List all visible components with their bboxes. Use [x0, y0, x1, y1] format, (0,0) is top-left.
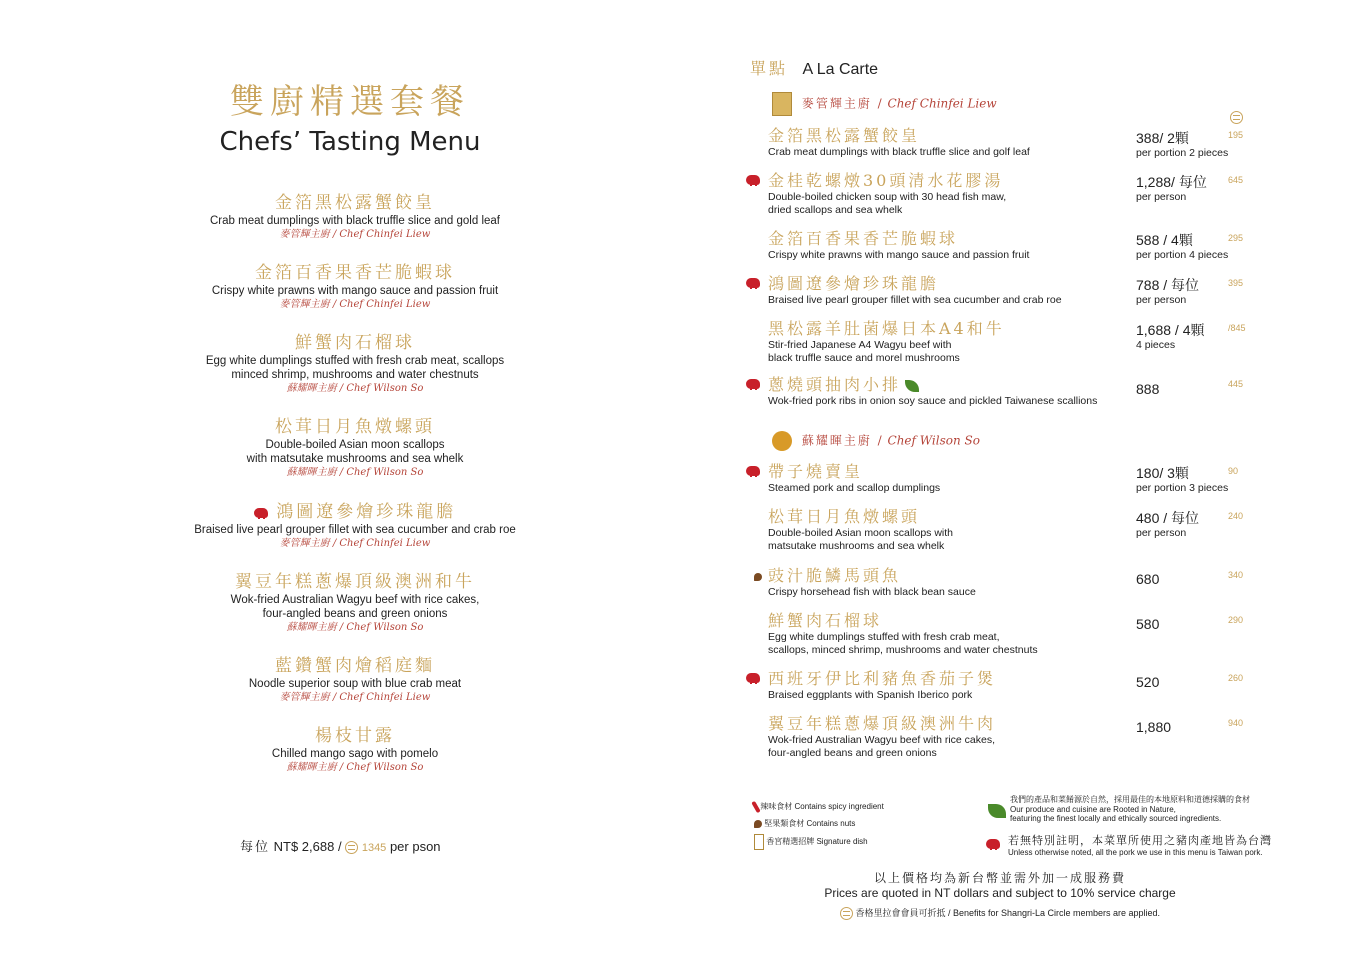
item-price-value: 1,288/ 每位 — [1136, 174, 1207, 190]
item-price-value: 180/ 3顆 — [1136, 465, 1189, 481]
item-price-value: 588 / 4顆 — [1136, 232, 1193, 248]
course-name-zh: 金箔百香果香芒脆蝦球 — [255, 263, 455, 283]
chef-header-zh: 蘇耀暉主廚 / — [801, 433, 884, 448]
item-name-en: Egg white dumplings stuffed with fresh crab meat, — [768, 631, 1000, 643]
menu-item — [768, 462, 1348, 495]
item-name-en: Crab meat dumplings with black truffle slice and golf leaf — [768, 146, 1030, 158]
item-name-zh — [768, 375, 1348, 395]
price-label-zh: 每位 — [240, 840, 271, 855]
chef-header-wilson — [772, 431, 980, 451]
item-points: 260 — [1228, 673, 1244, 683]
item-points: 645 — [1228, 175, 1244, 185]
legend-spicy-en: Contains spicy ingredient — [794, 802, 884, 812]
item-name-zh: 鮮蟹肉石榴球 — [768, 611, 883, 630]
price-suffix: per pson — [389, 839, 441, 854]
item-points: 295 — [1228, 233, 1244, 243]
item-name-en: Crispy white prawns with mango sauce and passion fruit — [768, 249, 1030, 261]
item-name-zh: 金箔黑松露蟹餃皇 — [768, 126, 921, 145]
legend-nature-zh: 我們的產品和菜餚源於自然，採用最佳的本地原料和道德採購的食材 — [1010, 795, 1250, 804]
chef-en: Chef Chinfei Liew — [339, 692, 431, 703]
course-item — [155, 332, 555, 396]
footer — [780, 869, 1220, 920]
item-price-value: 520 — [1136, 674, 1160, 690]
taiwan-pork-icon — [254, 508, 268, 518]
course-name-en-2: minced shrimp, mushrooms and water chestnuts — [231, 369, 479, 381]
item-name-zh: 翼豆年糕蔥爆頂級澳洲牛肉 — [768, 714, 997, 733]
legend-spicy-zh: 辣味食材 — [760, 802, 793, 812]
menu-item — [768, 669, 1348, 702]
legend-pork-en: Unless otherwise noted, all the pork we use in this menu is Taiwan pork. — [1008, 848, 1263, 857]
item-name-zh: 黑松露羊肚菌爆日本A4和牛 — [768, 319, 1005, 338]
legend-nature — [984, 794, 1250, 823]
item-points: 240 — [1228, 511, 1244, 521]
course-name-en: Egg white dumplings stuffed with fresh crab meat, scallops — [205, 355, 505, 367]
course-item — [155, 501, 555, 551]
menu-item — [768, 126, 1348, 159]
chef-header-en: Chef Wilson So — [887, 433, 980, 448]
item-points: 445 — [1228, 379, 1244, 389]
tasting-menu — [150, 80, 550, 158]
course-item — [155, 192, 555, 242]
item-name-en: Crispy horsehead fish with black bean sauce — [768, 586, 976, 598]
item-name-en: Steamed pork and scallop dumplings — [768, 482, 941, 494]
section-title-en: A La Carte — [802, 61, 879, 78]
item-name-zh-text: 蔥燒頭抽肉小排 — [768, 375, 902, 394]
item-name-en: Stir-fried Japanese A4 Wagyu beef with — [768, 339, 952, 351]
course-name-zh: 鮮蟹肉石榴球 — [295, 333, 415, 353]
item-points: 395 — [1228, 278, 1244, 288]
item-price — [1136, 509, 1199, 540]
item-name-zh: 西班牙伊比利豬魚香茄子煲 — [768, 669, 997, 688]
item-price-value: 1,880 — [1136, 719, 1172, 735]
item-price-value: 888 — [1136, 381, 1160, 397]
course-chef: 蘇耀暉主廚 / Chef Wilson So — [286, 762, 424, 773]
item-name-zh: 松茸日月魚燉螺頭 — [768, 507, 921, 526]
course-chef: 蘇耀暉主廚 / Chef Wilson So — [286, 622, 424, 633]
menu-item — [768, 611, 1348, 657]
tasting-price — [240, 836, 441, 855]
item-name-zh: 鴻圖遼參燴珍珠龍膽 — [768, 274, 940, 293]
item-name-zh: 豉汁脆鱗馬頭魚 — [768, 566, 902, 585]
chef-zh: 蘇耀暉主廚 — [286, 467, 337, 478]
item-name-en: Braised eggplants with Spanish Iberico pork — [768, 689, 973, 701]
shangri-la-circle-icon — [840, 907, 853, 920]
taiwan-pork-icon — [746, 175, 760, 185]
item-name-zh: 金桂乾螺燉30頭清水花膠湯 — [768, 171, 1004, 190]
shangri-la-circle-icon — [1230, 111, 1243, 124]
a-la-carte-header — [750, 56, 878, 79]
item-price — [1136, 321, 1205, 352]
tasting-title-zh: 雙廚精選套餐 — [230, 82, 470, 122]
course-name-en-2: four-angled beans and green onions — [262, 608, 448, 620]
chef-zh: 蘇耀暉主廚 — [286, 762, 337, 773]
shangri-la-circle-icon — [345, 841, 358, 854]
item-price — [1136, 380, 1159, 398]
menu-item — [768, 319, 1348, 365]
course-name-en: Noodle superior soup with blue crab meat — [248, 678, 462, 690]
chef-en: Chef Wilson So — [346, 622, 424, 633]
rooted-in-nature-icon — [988, 804, 1006, 818]
item-price — [1136, 231, 1228, 262]
course-chef: 麥管輝主廚 / Chef Chinfei Liew — [279, 692, 431, 703]
item-name-en-2: dried scallops and sea whelk — [768, 204, 903, 216]
course-name-en: Braised live pearl grouper fillet with sea cucumber and crab roe — [194, 524, 516, 536]
item-name-en: Double-boiled Asian moon scallops with — [768, 527, 954, 539]
legend-nature-en2: featuring the finest locally and ethically sourced ingredients. — [1010, 814, 1222, 823]
chef-zh: 麥管輝主廚 — [279, 299, 330, 310]
course-item — [155, 655, 555, 705]
chef-zh: 蘇耀暉主廚 — [286, 622, 337, 633]
item-unit: per person — [1136, 191, 1187, 203]
footer-circle — [780, 906, 1220, 920]
taiwan-pork-icon — [986, 839, 1000, 849]
legend-sig-zh: 香宮精選招牌 — [766, 837, 815, 847]
rooted-in-nature-icon — [905, 380, 919, 392]
item-name-en-2: four-angled beans and green onions — [768, 747, 937, 759]
item-price-value: 388/ 2顆 — [1136, 130, 1189, 146]
item-points: 290 — [1228, 615, 1244, 625]
course-chef: 蘇耀暉主廚 / Chef Wilson So — [286, 467, 424, 478]
item-unit: per person — [1136, 294, 1187, 306]
chef-zh: 麥管輝主廚 — [279, 538, 330, 549]
legend-nature-en1: Our produce and cuisine are Rooted in Nature, — [1010, 805, 1176, 814]
item-name-zh: 金箔百香果香芒脆蝦球 — [768, 229, 959, 248]
signature-dish-icon — [754, 834, 764, 850]
price-value: NT$ 2,688 / — [273, 839, 342, 854]
item-name-en: Wok-fried pork ribs in onion soy sauce and pickled Taiwanese scallions — [768, 395, 1098, 407]
taiwan-pork-icon — [746, 466, 760, 476]
taiwan-pork-icon — [746, 379, 760, 389]
course-item — [155, 262, 555, 312]
legend-nuts-zh: 堅果類食材 — [764, 819, 805, 828]
item-price-value: 680 — [1136, 571, 1160, 587]
footer-circle-text: 香格里拉會會員可折抵 / Benefits for Shangri-La Circle members are applied. — [855, 908, 1161, 918]
item-price — [1136, 129, 1228, 160]
chef-header-en: Chef Chinfei Liew — [887, 96, 997, 111]
chef-badge-icon — [772, 431, 792, 451]
nuts-icon — [754, 820, 762, 828]
item-unit: per portion 3 pieces — [1136, 482, 1229, 494]
course-name-zh: 翼豆年糕蔥爆頂級澳洲和牛 — [235, 572, 475, 592]
item-points: 195 — [1228, 130, 1244, 140]
course-chef: 麥管輝主廚 / Chef Chinfei Liew — [279, 538, 431, 549]
chef-badge-icon — [772, 92, 792, 116]
item-name-en-2: black truffle sauce and morel mushrooms — [768, 352, 960, 364]
course-name-en: Double-boiled Asian moon scallops — [265, 439, 445, 451]
item-price — [1136, 173, 1207, 204]
footer-zh: 以上價格均為新台幣並需外加一成服務費 — [873, 871, 1126, 885]
chef-zh: 麥管輝主廚 — [279, 692, 330, 703]
item-points: 90 — [1228, 466, 1239, 476]
legend-pork-zh: 若無特別註明，本菜單所使用之豬肉產地皆為台灣 — [1008, 834, 1272, 847]
course-name-zh: 楊枝甘露 — [315, 726, 395, 746]
item-name-en: Wok-fried Australian Wagyu beef with rice cakes, — [768, 734, 996, 746]
legend-sig-en: Signature dish — [816, 837, 868, 847]
legend-nuts — [754, 818, 855, 829]
course-name-en: Crispy white prawns with mango sauce and passion fruit — [211, 285, 499, 297]
item-name-en-2: scallops, minced shrimp, mushrooms and water chestnuts — [768, 644, 1038, 656]
item-price-value: 480 / 每位 — [1136, 510, 1200, 526]
item-unit: 4 pieces — [1136, 339, 1176, 351]
course-chef: 麥管輝主廚 / Chef Chinfei Liew — [279, 229, 431, 240]
item-price — [1136, 718, 1171, 736]
chef-en: Chef Chinfei Liew — [339, 229, 431, 240]
item-name-en: Braised live pearl grouper fillet with sea cucumber and crab roe — [768, 294, 1062, 306]
footer-en: Prices are quoted in NT dollars and subject to 10% service charge — [824, 886, 1176, 900]
chef-en: Chef Wilson So — [346, 467, 424, 478]
chef-en: Chef Wilson So — [346, 762, 424, 773]
item-price-value: 788 / 每位 — [1136, 277, 1200, 293]
chef-header-zh: 麥管輝主廚 / — [801, 96, 884, 111]
item-points: 940 — [1228, 718, 1244, 728]
course-name-en: Chilled mango sago with pomelo — [271, 748, 439, 760]
course-name-en: Wok-fried Australian Wagyu beef with rice cakes, — [230, 594, 480, 606]
legend-signature — [754, 834, 868, 850]
course-item — [155, 571, 555, 635]
tasting-title-en: Chefs’ Tasting Menu — [219, 127, 481, 157]
item-name-zh: 帶子燒賣皇 — [768, 462, 864, 481]
taiwan-pork-icon — [746, 278, 760, 288]
chef-header-chinfei — [772, 92, 997, 116]
menu-item — [768, 171, 1348, 217]
menu-item — [768, 229, 1348, 262]
course-name-zh: 松茸日月魚燉螺頭 — [275, 417, 435, 437]
menu-item — [768, 714, 1348, 760]
chef-en: Chef Wilson So — [346, 383, 424, 394]
course-chef: 蘇耀暉主廚 / Chef Wilson So — [286, 383, 424, 394]
chef-en: Chef Chinfei Liew — [339, 299, 431, 310]
nuts-icon — [754, 573, 762, 581]
taiwan-pork-icon — [746, 673, 760, 683]
item-unit: per portion 4 pieces — [1136, 249, 1229, 261]
item-name-en: Double-boiled chicken soup with 30 head fish maw, — [768, 191, 1007, 203]
course-name-en: Crab meat dumplings with black truffle slice and gold leaf — [210, 215, 500, 227]
item-name-en-2: matsutake mushrooms and sea whelk — [768, 540, 945, 552]
item-price — [1136, 276, 1199, 307]
price-points: 1345 — [361, 842, 387, 854]
legend-pork — [986, 832, 1272, 857]
legend-spicy — [754, 801, 884, 813]
chef-zh: 麥管輝主廚 — [279, 229, 330, 240]
menu-item — [768, 566, 1348, 599]
section-title-zh: 單點 — [750, 59, 789, 78]
chef-zh: 蘇耀暉主廚 — [286, 383, 337, 394]
chef-en: Chef Chinfei Liew — [339, 538, 431, 549]
item-price — [1136, 570, 1159, 588]
course-chef: 麥管輝主廚 / Chef Chinfei Liew — [279, 299, 431, 310]
item-price-value: 580 — [1136, 616, 1160, 632]
course-name-zh — [155, 501, 555, 523]
item-price — [1136, 615, 1159, 633]
course-name-zh-text: 鴻圖遼參燴珍珠龍膽 — [276, 502, 457, 522]
legend-nuts-en: Contains nuts — [806, 819, 856, 828]
course-name-en-2: with matsutake mushrooms and sea whelk — [246, 453, 464, 465]
item-unit: per person — [1136, 527, 1187, 539]
item-points: /845 — [1228, 323, 1246, 333]
item-points: 340 — [1228, 570, 1244, 580]
item-price-value: 1,688 / 4顆 — [1136, 322, 1205, 338]
menu-item — [768, 507, 1348, 553]
menu-item — [768, 274, 1348, 307]
course-item — [155, 416, 555, 480]
course-name-zh: 金箔黑松露蟹餃皇 — [275, 193, 435, 213]
menu-item — [768, 375, 1348, 408]
item-price — [1136, 464, 1228, 495]
course-name-zh: 藍鑽蟹肉燴稻庭麵 — [275, 656, 435, 676]
item-price — [1136, 673, 1159, 691]
course-item — [155, 725, 555, 775]
item-unit: per portion 2 pieces — [1136, 147, 1229, 159]
